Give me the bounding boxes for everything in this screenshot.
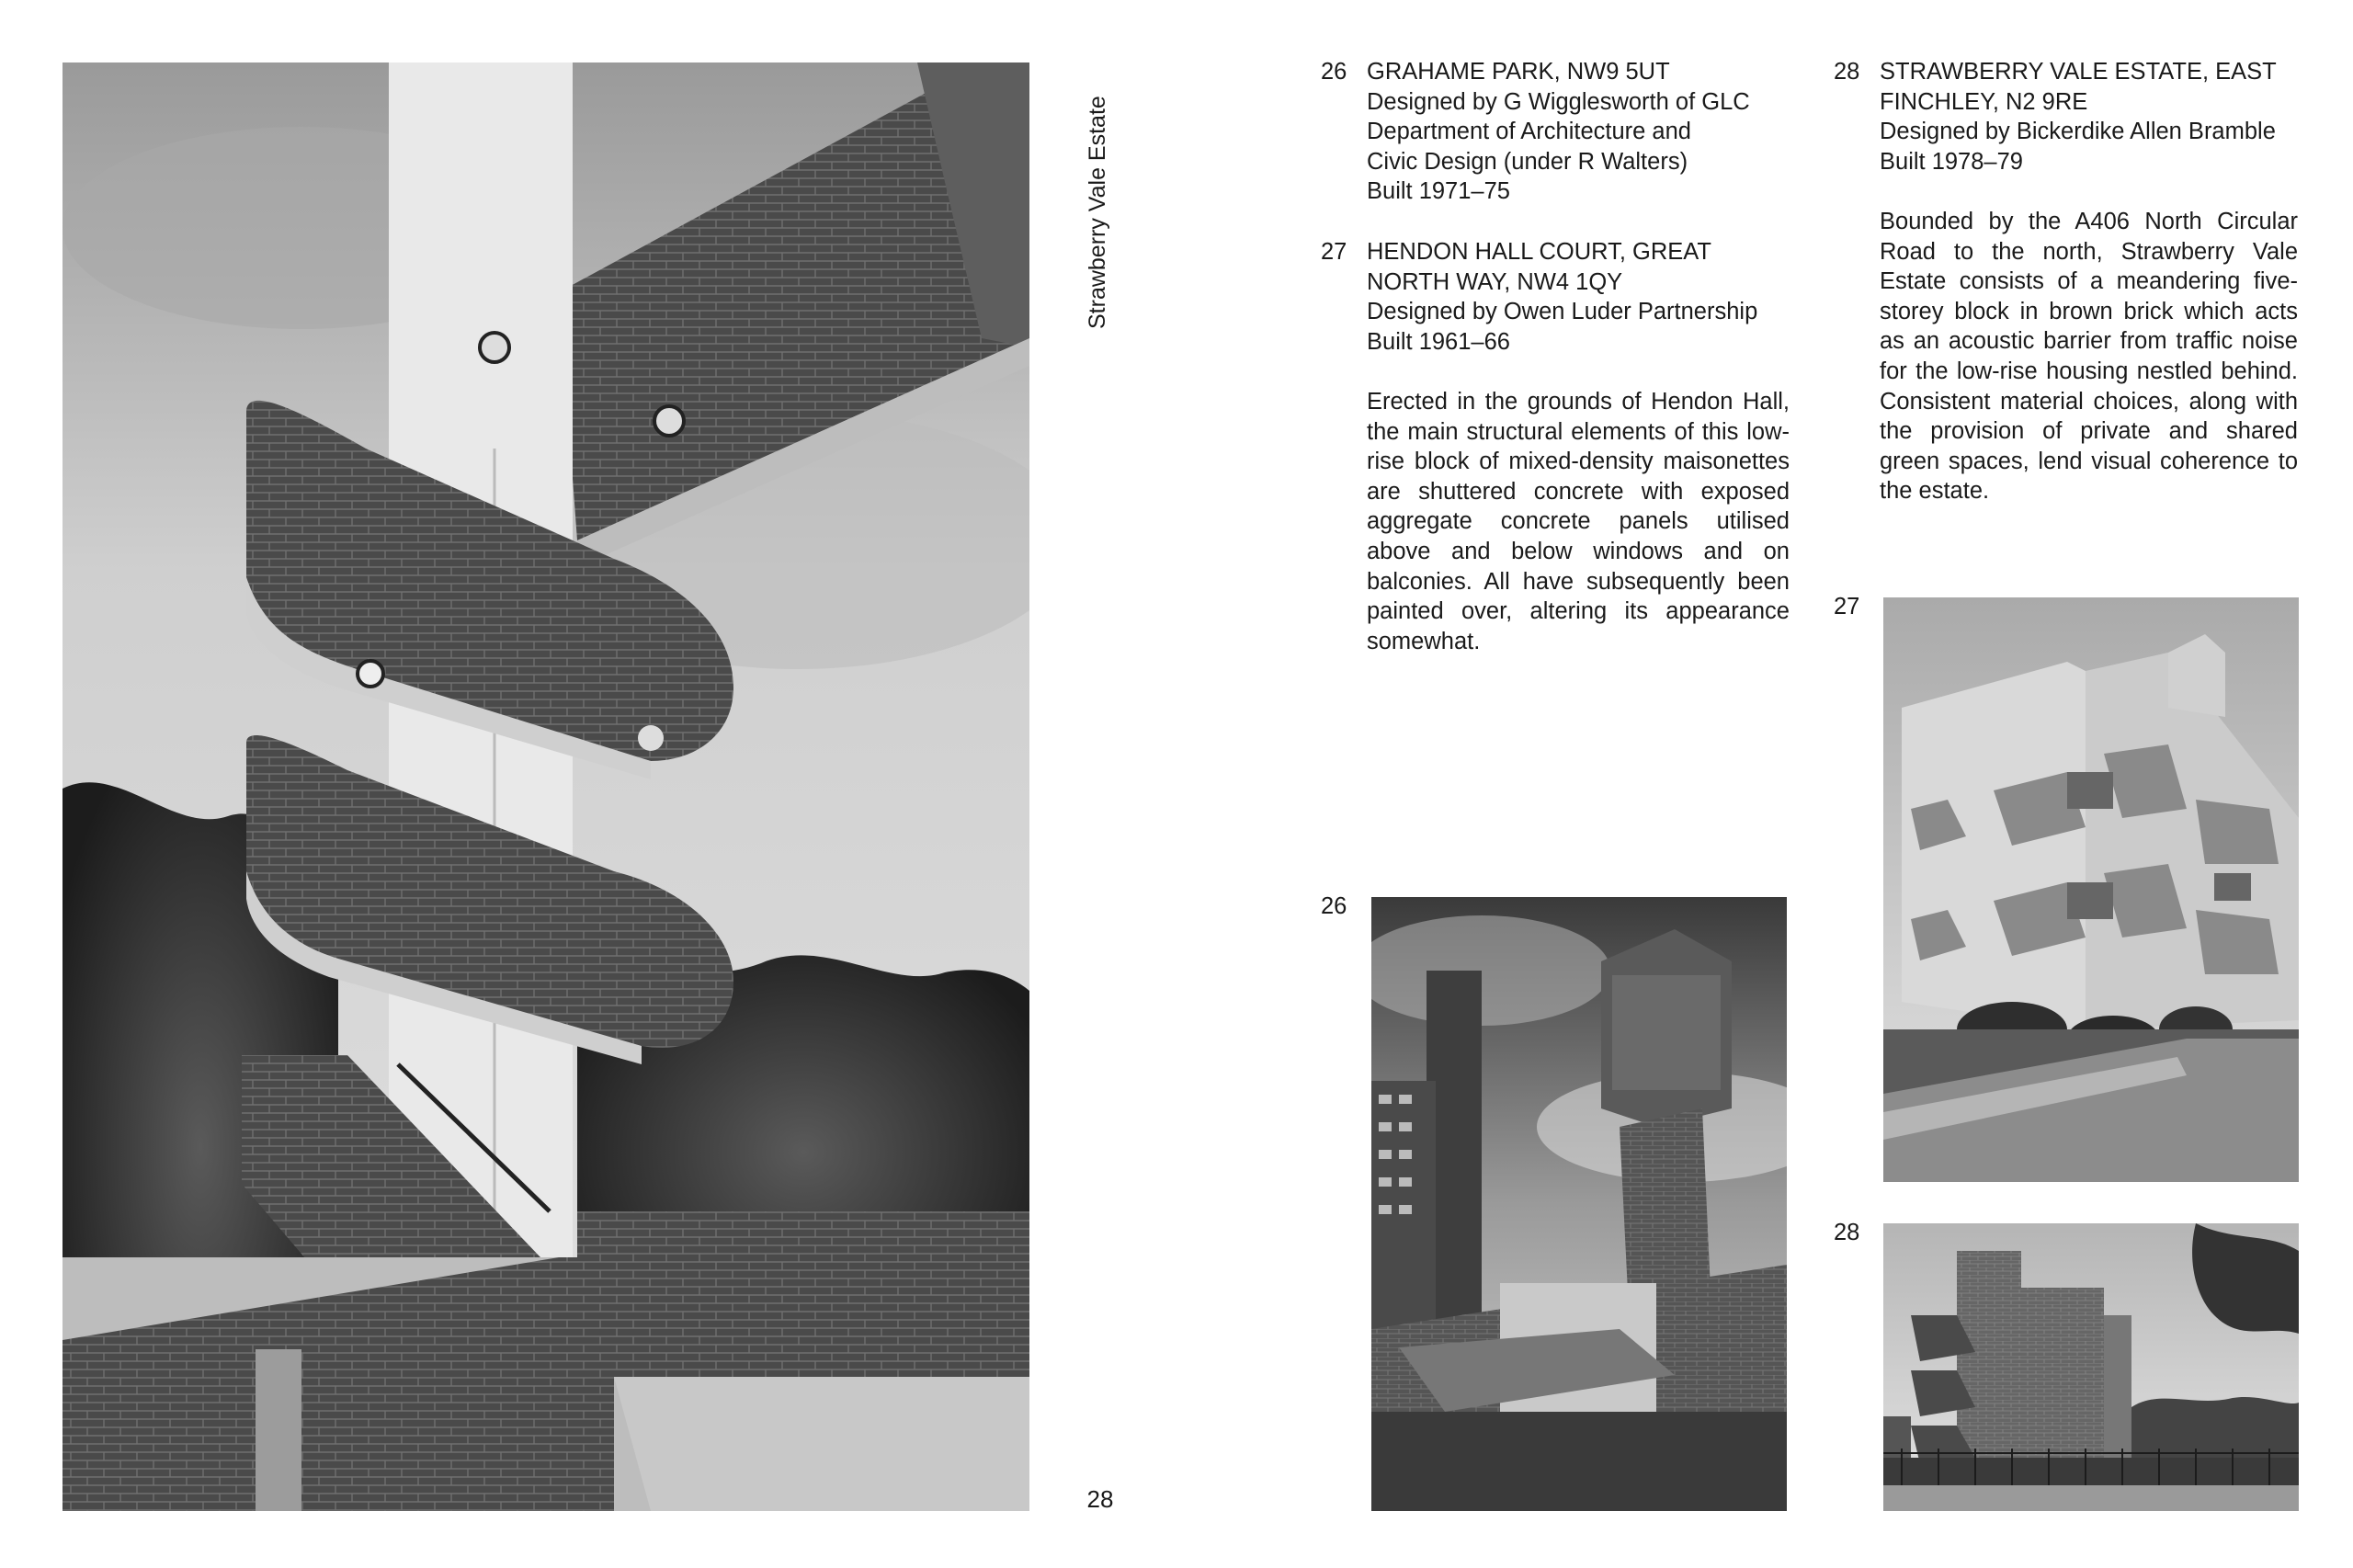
entry-number: 28 [1834, 59, 1860, 85]
photo-grahame-park [1371, 897, 1787, 1511]
photo-strawberry-vale-estate [1883, 1223, 2299, 1511]
entry-credit-line: Department of Architecture and [1367, 119, 1691, 145]
entry-title-line: HENDON HALL COURT, GREAT [1367, 239, 1712, 265]
photo-caption-28: 28 [1834, 1220, 1860, 1245]
entry-number: 27 [1321, 239, 1347, 265]
entry-credit-line: Designed by Bickerdike Allen Bramble [1880, 119, 2276, 145]
entry-body [1367, 237, 1790, 656]
entry-credit-line: Designed by Owen Luder Partnership [1367, 299, 1758, 325]
entry-title-line: FINCHLEY, N2 9RE [1880, 88, 2088, 115]
entry-built-line: Built 1961–66 [1367, 328, 1510, 355]
entry-number: 26 [1321, 59, 1347, 85]
spine-title-text: Strawberry Vale Estate [1085, 96, 1110, 329]
entry-title-line: NORTH WAY, NW4 1QY [1367, 268, 1623, 295]
entry-body [1880, 57, 2298, 506]
entry-description: Bounded by the A406 North Circular Road to the north, Strawberry Vale Estate consists of a meandering five-storey block in brown brick which acts as an acoustic barrier from traffic noise for the low-rise housing nestled behind. Consistent material choices, along with the provision of private and shared green spaces, lend visual coherence to the estate. [1880, 208, 2298, 505]
photo-hendon-hall-court [1883, 597, 2299, 1182]
entry-built-line: Built 1971–75 [1367, 178, 1510, 205]
photo-caption-26: 26 [1321, 893, 1347, 919]
entry-credit-line: Designed by G Wigglesworth of GLC [1367, 88, 1750, 115]
main-photo-strawberry-vale-stair [63, 62, 1029, 1511]
entry-body [1367, 57, 1790, 207]
entry-built-line: Built 1978–79 [1880, 148, 2023, 175]
entry-title-line: STRAWBERRY VALE ESTATE, EAST [1880, 59, 2277, 85]
photo-caption-27: 27 [1834, 594, 1860, 619]
page-number: 28 [1086, 1485, 1114, 1513]
entry-title-line: GRAHAME PARK, NW9 5UT [1367, 59, 1670, 85]
spine-title [1081, 62, 1114, 329]
entry-credit-line: Civic Design (under R Walters) [1367, 148, 1688, 175]
entry-description: Erected in the grounds of Hendon Hall, the main structural elements of this low-rise block of mixed-density maisonettes are shuttered concrete with exposed aggregate concrete panels utilised above and below windows and on balconies. All have subsequently been painted over, altering its appearance somewhat. [1367, 388, 1790, 654]
